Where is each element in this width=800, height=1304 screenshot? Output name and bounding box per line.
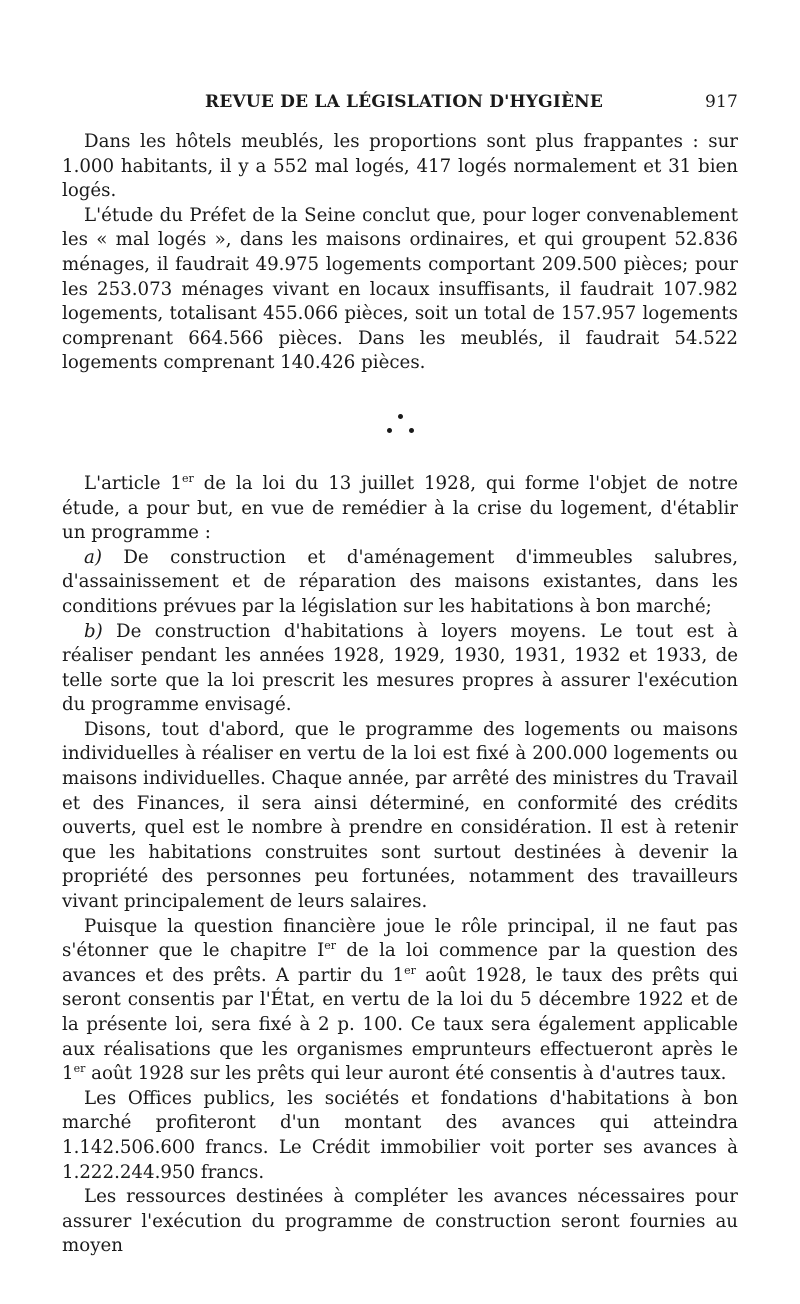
superscript-er: er — [73, 1062, 86, 1076]
document-page — [62, 88, 738, 1259]
superscript-er: er — [324, 939, 337, 953]
list-item-a — [62, 546, 738, 620]
paragraph-ressources: Les ressources destinées à compléter les avances nécessaires pour assurer l'exécution du programme de construction seront fournies au moyen — [62, 1186, 738, 1257]
text-segment: Puisque la question financière joue le rôle principal, il ne faut pas s'étonner que le chapitre I — [62, 915, 738, 962]
paragraph-hotels-meubles: Dans les hôtels meublés, les proportions sont plus frappantes : sur 1.000 habitants, il y a 552 mal logés, 417 logés normalement et 31 bien logés. — [62, 131, 738, 202]
article-text-start: L'article 1 — [84, 472, 182, 494]
list-marker-b: b) — [84, 620, 103, 642]
running-title: REVUE DE LA LÉGISLATION D'HYGIÈNE — [205, 92, 604, 112]
asterism-dot — [409, 428, 414, 433]
superscript-er: er — [181, 471, 194, 485]
list-text-a: De construction et d'aménagement d'immeubles salubres, d'assainissement et de réparation des maisons existantes, dans les conditions prévues par la législation sur les habitations à bon marché; — [62, 546, 738, 617]
asterism-dot — [387, 428, 392, 433]
page-number: 917 — [704, 92, 738, 112]
paragraph-question-financiere — [62, 915, 738, 1087]
text-segment: de la loi commence par la question des avances et des prêts. A partir du 1 — [62, 940, 738, 986]
text-segment: août 1928 sur les prêts qui leur auront été consentis à d'autres taux. — [85, 1063, 727, 1085]
paragraph-etude-prefet: L'étude du Préfet de la Seine conclut que, pour loger convenablement les « mal logés », dans les maisons ordinaires, et qui groupent 52.836 ménages, il faudrait 49.975 logements comportant 209.500 pièces; pour les 253.073 ménages vivant en locaux insuffisants, il faudrait 107.982 logements, totalisant 455.066 pièces, soit un total de 157.957 logements comprenant 664.566 pièces. Dans les meublés, il faudrait 54.522 logements comprenant 140.426 pièces. — [62, 204, 738, 374]
list-item-b — [62, 620, 738, 718]
article-text-end: de la loi du 13 juillet 1928, qui forme l'objet de notre étude, a pour but, en vue de remédier à la crise du logement, d'établir un programme : — [62, 472, 738, 544]
asterism-divider — [62, 402, 738, 446]
superscript-er: er — [404, 963, 416, 977]
list-marker-a: a) — [84, 546, 102, 568]
asterism-dot — [398, 414, 403, 419]
text-segment: août 1928, le taux des prêts qui seront consentis par l'État, en vertu de la loi du 5 décembre 1922 et de la présente loi, sera fixé à 2 p. 100. Ce taux sera également applicable aux réalisations que les organismes emprunteurs effectueront après le 1 — [62, 964, 738, 1085]
paragraph-programme: Disons, tout d'abord, que le programme des logements ou maisons individuelles à réaliser en vertu de la loi est fixé à 200.000 logements ou maisons individuelles. Chaque année, par arrêté des ministres du Travail et des Finances, il sera ainsi déterminé, en conformité des crédits ouverts, quel est le nombre à prendre en considération. Il est à retenir que les habitations construites sont surtout destinées à devenir la propriété des personnes peu fortunées, notamment des travailleurs vivant principalement de leurs salaires. — [62, 718, 738, 913]
paragraph-offices-publics: Les Offices publics, les sociétés et fondations d'habitations à bon marché profiteront d'un montant des avances qui atteindra 1.142.506.600 francs. Le Crédit immobilier voit porter ses avances à 1.222.244.950 francs. — [62, 1087, 738, 1183]
paragraph-article-1 — [62, 472, 738, 546]
list-text-b: De construction d'habitations à loyers moyens. Le tout est à réaliser pendant les années 1928, 1929, 1930, 1931, 1932 et 1933, de telle sorte que la loi prescrit les mesures propres à assurer l'exécution du programme envisagé. — [62, 620, 738, 716]
running-head — [62, 88, 738, 116]
